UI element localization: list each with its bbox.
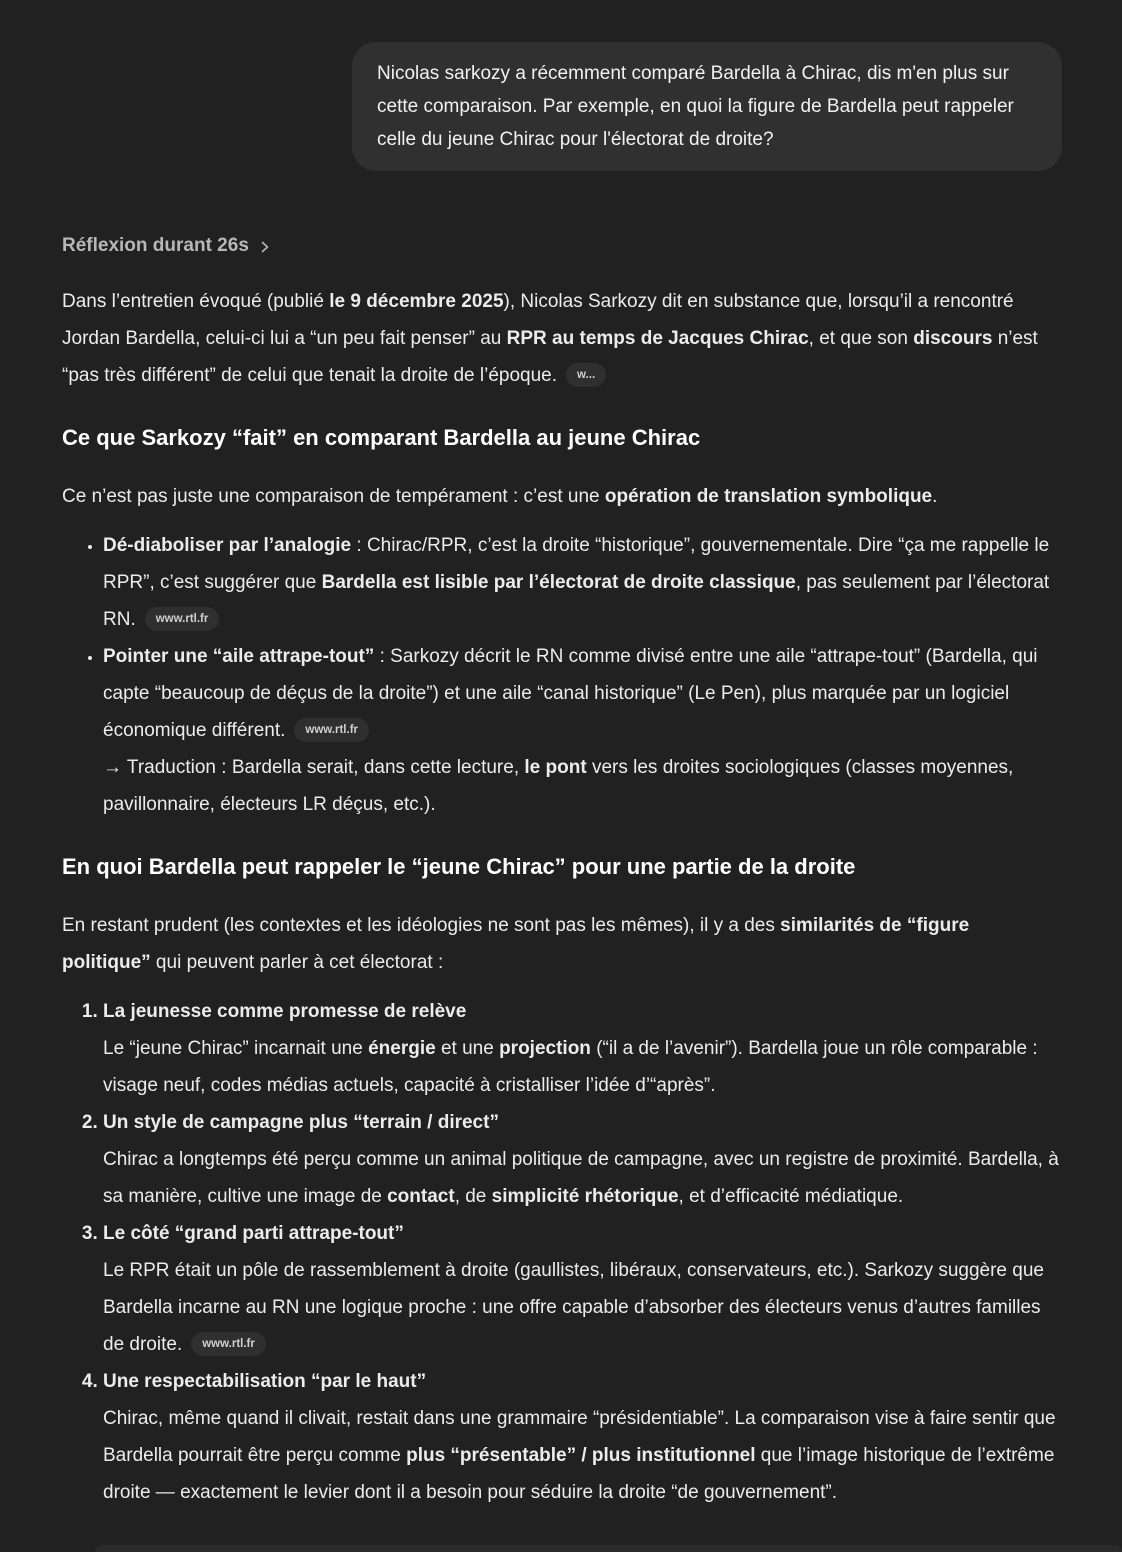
user-message-row <box>62 42 1062 171</box>
item2-body: Chirac a longtemps été perçu comme un animal politique de campagne, avec un registre de proximité. Bardella, à sa manière, cultive une image de contact, de simplicité rhétorique, et d’efficacité médiatique. <box>103 1149 1059 1207</box>
bullet2-text: Pointer une “aile attrape-tout” : Sarkozy décrit le RN comme divisé entre une aile “attrape-tout” (Bardella, qui capte “beaucoup de déçus de la droite”) et une aile “canal historique” (Le Pen), plus marquée par un logiciel économique différent. <box>103 646 1038 741</box>
citation-pill[interactable]: www.rtl.fr <box>191 1332 266 1356</box>
section2-lead-text: En restant prudent (les contextes et les idéologies ne sont pas les mêmes), il y a des similarités de “figure politique” qui peuvent parler à cet électorat : <box>62 915 970 973</box>
item1-title: 1. La jeunesse comme promesse de relève <box>103 1001 467 1022</box>
user-message-bubble: Nicolas sarkozy a récemment comparé Bardella à Chirac, dis m'en plus sur cette comparaison. Par exemple, en quoi la figure de Bardella peut rappeler celle du jeune Chirac pour l'électorat de droite? <box>352 42 1062 171</box>
list-item <box>103 638 1062 823</box>
section2-lead <box>62 907 1062 981</box>
section2-numbered-list <box>62 993 1062 1511</box>
item1-body: Le “jeune Chirac” incarnait une énergie et une projection (“il a de l’avenir”). Bardella joue un rôle comparable : visage neuf, codes médias actuels, capacité à cristalliser l’idée d’“après”. <box>103 1038 1038 1096</box>
chevron-right-icon <box>259 241 271 253</box>
list-item <box>103 527 1062 638</box>
item3-body <box>103 1252 1062 1363</box>
assistant-answer <box>62 283 1062 1511</box>
thinking-toggle[interactable] <box>62 235 271 257</box>
intro-text: Dans l’entretien évoqué (publié le 9 décembre 2025), Nicolas Sarkozy dit en substance que, lorsqu’il a rencontré Jordan Bardella, celui-ci lui a “un peu fait penser” au RPR au temps de Jacques Chirac, et que son discours n’est “pas très différent” de celui que tenait la droite de l’époque. <box>62 291 1038 386</box>
list-item <box>103 1104 1062 1215</box>
bullet2-note: → Traduction : Bardella serait, dans cette lecture, le pont vers les droites sociologiques (classes moyennes, pavillonnaire, électeurs LR déçus, etc.). <box>103 757 1014 815</box>
section1-heading: Ce que Sarkozy “fait” en comparant Bardella au jeune Chirac <box>62 425 701 450</box>
citation-pill[interactable]: www.rtl.fr <box>294 718 369 742</box>
item2-title: 2. Un style de campagne plus “terrain / direct” <box>103 1112 499 1133</box>
item4-title: 4. Une respectabilisation “par le haut” <box>103 1371 427 1392</box>
section1-bullet-list <box>62 527 1062 823</box>
item3-title: 3. Le côté “grand parti attrape-tout” <box>103 1223 404 1244</box>
item3-body-text: Le RPR était un pôle de rassemblement à droite (gaullistes, libéraux, conservateurs, etc.). Sarkozy suggère que Bardella incarne au RN une logique proche : une offre capable d’absorber des électeurs venus d’autres familles de droite. <box>103 1260 1044 1355</box>
item4-body: Chirac, même quand il clivait, restait dans une grammaire “présidentiable”. La comparaison vise à faire sentir que Bardella pourrait être perçu comme plus “présentable” / plus institutionnel que l’image historique de l’extrême droite — exactement le levier dont il a besoin pour séduire la droite “de gouvernement”. <box>103 1408 1056 1503</box>
list-item <box>103 993 1062 1104</box>
section2-heading: En quoi Bardella peut rappeler le “jeune Chirac” pour une partie de la droite <box>62 854 856 879</box>
citation-pill[interactable]: www.rtl.fr <box>145 607 220 631</box>
list-item <box>103 1215 1062 1363</box>
section1-lead-text: Ce n’est pas juste une comparaison de tempérament : c’est une opération de translation symbolique. <box>62 486 938 507</box>
next-block-edge <box>95 1545 1122 1552</box>
intro-paragraph <box>62 283 1062 394</box>
citation-pill[interactable]: w... <box>566 363 606 387</box>
thinking-duration-label: Réflexion durant 26s <box>62 235 249 256</box>
section1-lead <box>62 478 1062 515</box>
bullet1-text: Dé-diaboliser par l’analogie : Chirac/RPR, c’est la droite “historique”, gouvernementale. Dire “ça me rappelle le RPR”, c’est suggérer que Bardella est lisible par l’électorat de droite classique, pas seulement par l’électorat RN. <box>103 535 1050 630</box>
list-item <box>103 1363 1062 1511</box>
